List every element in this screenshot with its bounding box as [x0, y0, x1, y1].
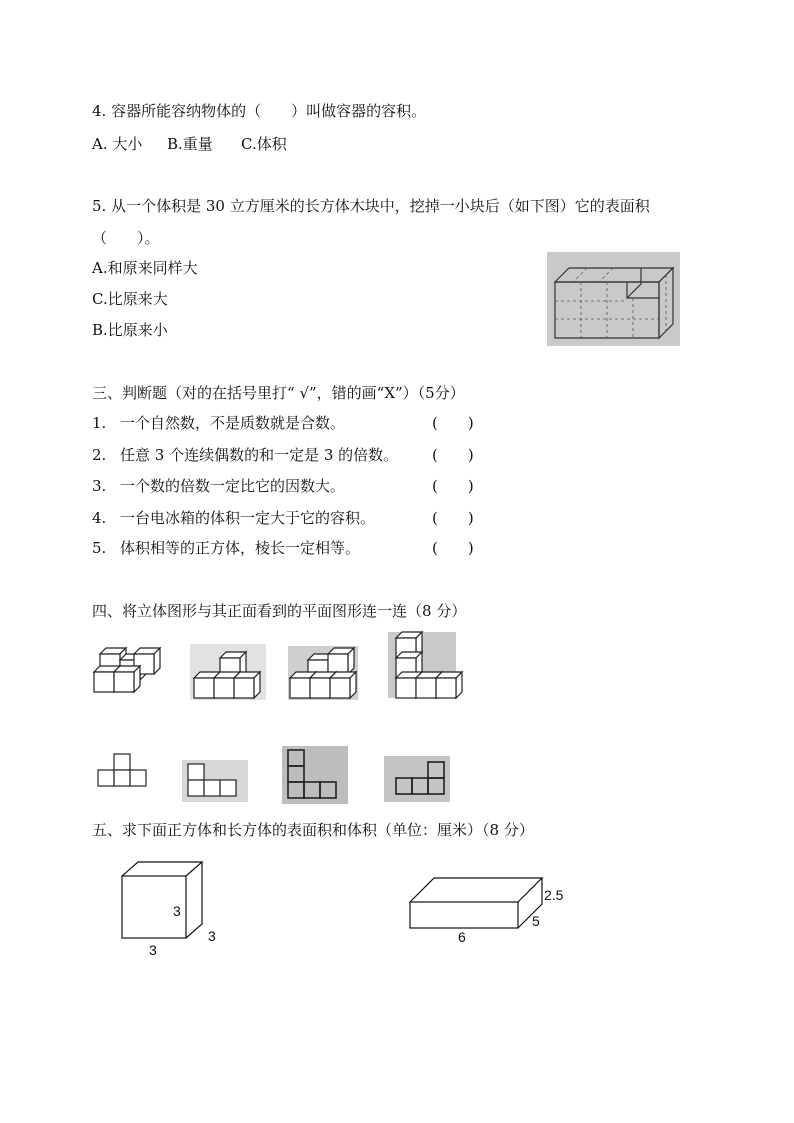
q4-option-c: C.体积	[241, 135, 287, 153]
judge-item-3-text: 一个数的倍数一定比它的因数大。	[120, 477, 346, 495]
cuboid-figure	[404, 872, 584, 948]
section5-title: 五、求下面正方体和长方体的表面积和体积（单位：厘米）（8 分）	[92, 821, 534, 839]
judge-item-4-num: 4.	[92, 509, 107, 527]
judge-item-2-num: 2.	[92, 446, 107, 464]
front-view-figures	[94, 742, 474, 806]
cube-front-height-label: 3	[173, 903, 181, 919]
judge-item-3-blank: ( )	[432, 477, 474, 495]
judge-item-1-blank: ( )	[432, 414, 474, 432]
dug-out-cuboid-figure	[547, 252, 680, 346]
cuboid-height-label: 2.5	[544, 887, 564, 903]
cube-depth-label: 3	[208, 928, 216, 944]
cuboid-width-label: 5	[532, 913, 540, 929]
judge-item-4-blank: ( )	[432, 509, 474, 527]
q5-stem-line1: 5. 从一个体积是 30 立方厘米的长方体木块中，挖掉一小块后（如下图）它的表面积	[92, 197, 650, 215]
q5-stem-line2: （ ）。	[92, 229, 160, 247]
judge-item-5-num: 5.	[92, 539, 107, 557]
judge-item-5-text: 体积相等的正方体，棱长一定相等。	[120, 539, 361, 557]
judge-item-1-num: 1.	[92, 414, 107, 432]
q5-option-c: C.比原来大	[92, 290, 168, 308]
section4-title: 四、将立体图形与其正面看到的平面图形连一连（8 分）	[92, 602, 467, 620]
cube-figure	[112, 860, 232, 964]
cube-bottom-length-label: 3	[149, 942, 157, 958]
judge-item-1-text: 一个自然数，不是质数就是合数。	[120, 414, 346, 432]
judge-item-2-text: 任意 3 个连续偶数的和一定是 3 的倍数。	[120, 446, 399, 464]
q4-option-b: B.重量	[167, 135, 213, 153]
q4-stem: 4. 容器所能容纳物体的（ ）叫做容器的容积。	[92, 102, 427, 120]
section3-title: 三、判断题（对的在括号里打“ √”，错的画“X”）（5分）	[92, 384, 465, 402]
judge-item-2-blank: ( )	[432, 446, 474, 464]
q4-option-a: A. 大小	[92, 135, 143, 153]
judge-item-4-text: 一台电冰箱的体积一定大于它的容积。	[120, 509, 376, 527]
q5-option-a: A.和原来同样大	[92, 259, 198, 277]
judge-item-5-blank: ( )	[432, 539, 474, 557]
cuboid-length-label: 6	[458, 929, 466, 945]
q5-option-b: B.比原来小	[92, 321, 168, 339]
judge-item-3-num: 3.	[92, 477, 107, 495]
cube-stack-figures	[90, 628, 470, 700]
